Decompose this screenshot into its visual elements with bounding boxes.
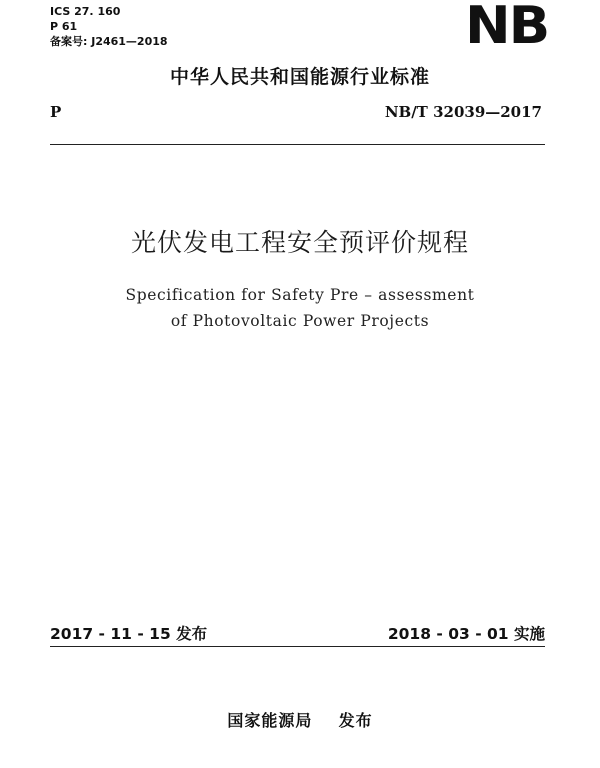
issuer-title: 中华人民共和国能源行业标准	[169, 66, 430, 88]
title-chinese: 光伏发电工程安全预评价规程	[130, 228, 469, 257]
ics-code: ICS 27. 160	[50, 5, 121, 18]
title-english	[0, 282, 600, 334]
title-english-line-2: of Photovoltaic Power Projects	[170, 312, 430, 330]
implementation-date: 2018 - 03 - 01 实施	[387, 625, 545, 643]
publisher: 国家能源局 发布	[227, 711, 373, 730]
nb-logo: NB	[464, 0, 548, 56]
standard-number: NB/T 32039—2017	[384, 103, 542, 121]
title-english-line-1: Specification for Safety Pre – assessment	[125, 286, 475, 304]
top-divider	[50, 144, 545, 145]
ccs-code: P 61	[50, 20, 78, 33]
metadata-block	[50, 4, 168, 49]
record-number: 备案号: J2461—2018	[50, 35, 168, 48]
issue-date: 2017 - 11 - 15 发布	[50, 625, 208, 643]
bottom-divider	[50, 646, 545, 647]
classification-code: P	[50, 103, 62, 121]
